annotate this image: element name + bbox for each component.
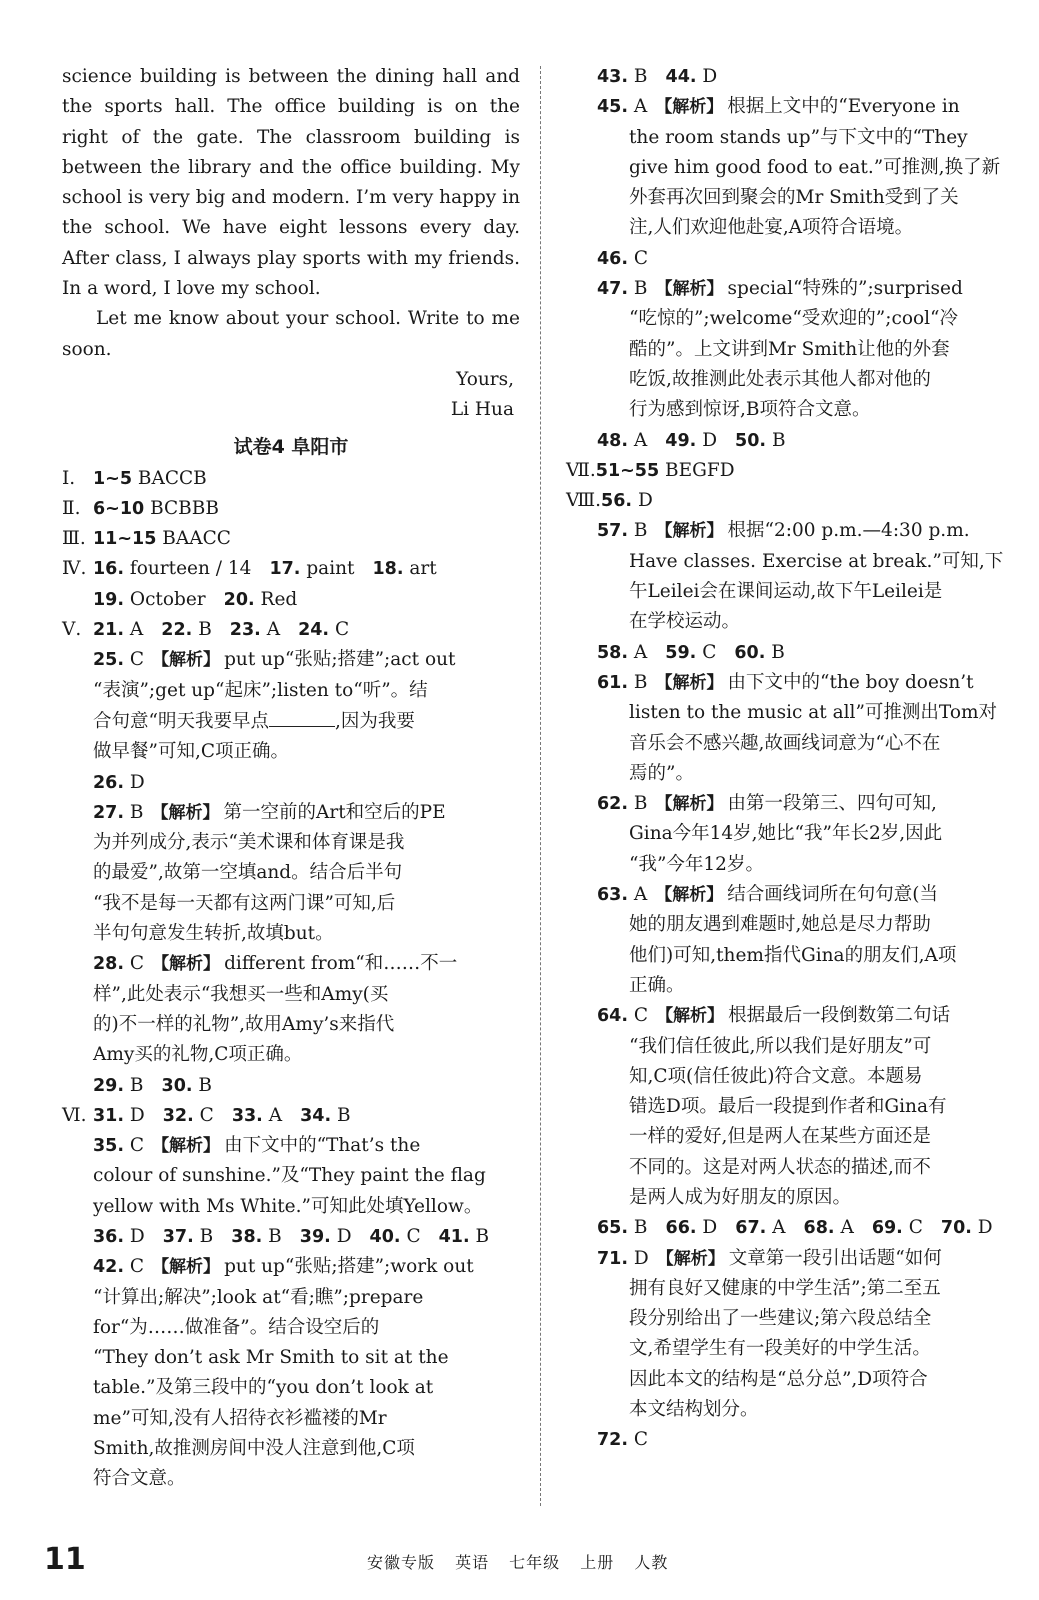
q57-line-1: 57. B 【解析】 根据“2:00 p.m.—4:30 p.m. [597,520,970,542]
q48-50-line: 48. A 49. D 50. B [597,429,786,451]
q27-line-4: “我不是每一天都有这两门课”可知,后 [93,892,396,914]
letter-paragraph-1: science building is between the dining hall and the sports hall. The office building is on the right of the gate. The classroom building is between the library and the office building. My school is very big and modern. I’m very happy in the school. We have eight lessons every day. After class, I always play sports with my friends. In a word, I love my school. [62,66,520,300]
q27-line-1: 27. B 【解析】 第一空前的Art和空后的PE [93,801,446,823]
q71-line-4: 文,希望学生有一段美好的中学生活。 [629,1338,931,1360]
page-number: 11 [44,1542,86,1577]
q57-line-4: 在学校运动。 [629,611,741,633]
answer-row-7: Ⅶ.51~55 BEGFD [566,459,735,481]
q46-line: 46. C [597,247,649,269]
q64-line-5: 一样的爱好,但是两人在某些方面还是 [629,1126,931,1148]
left-column [62,62,520,1495]
q72-line: 72. C [597,1429,649,1451]
q45-line-2: the room stands up”与下文中的“They [629,126,968,148]
footer-edition-text: 安徽专版 英语 七年级 上册 人教 [367,1553,669,1572]
letter-paragraph-2: Let me know about your school. Write to me soon. [62,308,520,360]
q29-30-line: 29. B 30. B [93,1074,213,1096]
q58-60-line: 58. A 59. C 60. B [597,641,785,663]
section-title: 试卷4 阜阳市 [233,435,349,458]
letter-signature: Li Hua [450,399,514,421]
q45-line-1: 45. A 【解析】 根据上文中的“Everyone in [597,96,960,118]
q42-line-8: 符合文意。 [93,1468,186,1490]
q35-line-1: 35. C 【解析】 由下文中的“That’s the [93,1135,421,1157]
q71-line-1: 71. D 【解析】 文章第一段引出话题“如何 [597,1247,942,1269]
q28-line-3: 的)不一样的礼物”,故用Amy’s来指代 [93,1013,395,1035]
q45-line-3: give him good food to eat.”可推测,换了新 [629,156,1001,178]
q42-line-4: “They don’t ask Mr Smith to sit at the [93,1347,449,1369]
q71-line-6: 本文结构划分。 [629,1399,759,1421]
q71-line-2: 拥有良好又健康的中学生活”;第二至五 [629,1277,941,1299]
answer-row-4b: 19. October 20. Red [93,588,298,610]
q25-line-3: 合句意“明天我要早点 ,因为我要 [62,706,520,737]
q35-line-3: yellow with Ms White.”可知此处填Yellow。 [93,1195,483,1217]
q42-line-5: table.”及第三段中的“you don’t look at [93,1377,434,1399]
q61-line-2: listen to the music at all”可推测出Tom对 [629,702,997,724]
q63-line-3: 他们)可知,them指代Gina的朋友们,A项 [629,944,957,966]
answer-row-2: Ⅱ. 6~10 BCBBB [62,497,219,519]
q27-line-3: 的最爱”,故第一空填and。结合后半句 [93,862,403,884]
q64-line-3: 知,C项(信任彼此)符合文意。本题易 [629,1065,923,1087]
answer-row-1: Ⅰ. 1~5 BACCB [62,467,207,489]
answer-row-4: Ⅳ. 16. fourteen / 14 17. paint 18. art [62,558,437,580]
q61-line-4: 焉的”。 [629,762,694,784]
right-column [566,62,1018,1456]
answer-row-8: Ⅷ.56. D [566,490,653,512]
q36-41-line: 36. D 37. B 38. B 39. D 40. C 41. B [93,1225,490,1247]
q71-line-3: 段分别给出了一些建议;第六段总结全 [629,1308,932,1330]
q63-line-1: 63. A 【解析】 结合画线词所在句句意(当 [597,884,938,906]
q71-line-5: 因此本文的结构是“总分总”,D项符合 [629,1368,928,1390]
q57-line-2: Have classes. Exercise at break.”可知,下 [629,550,1004,572]
q47-line-4: 吃饭,故推测此处表示其他人都对他的 [629,368,931,390]
answer-row-5: Ⅴ. 21. A 22. B 23. A 24. C [62,619,350,641]
q26-line: 26. D [93,771,145,793]
q25-line-4: 做早餐”可知,C项正确。 [93,741,289,763]
q62-line-2: Gina今年14岁,她比“我”年长2岁,因此 [629,823,943,845]
q27-line-5: 半句句意发生转折,故填but。 [93,923,334,945]
q45-line-5: 注,人们欢迎他赴宴,A项符合语境。 [629,217,914,239]
q42-line-7: Smith,故推测房间中没人注意到他,C项 [93,1438,415,1460]
q47-line-2: “吃惊的”;welcome“受欢迎的”;cool“冷 [629,308,958,330]
q62-line-3: “我”今年12岁。 [629,853,764,875]
q62-line-1: 62. B 【解析】 由第一段第三、四句可知, [597,793,937,815]
q47-line-1: 47. B 【解析】 special“特殊的”;surprised [597,278,963,300]
q63-line-2: 她的朋友遇到难题时,她总是尽力帮助 [629,914,931,936]
answer-block-left [62,464,520,1495]
column-divider [540,66,541,1506]
q64-line-4: 错选D项。最后一段提到作者和Gina有 [629,1096,947,1118]
answer-row-6: Ⅵ. 31. D 32. C 33. A 34. B [62,1104,351,1126]
q47-line-3: 酷的”。上文讲到Mr Smith让他的外套 [629,338,950,360]
q61-line-3: 音乐会不感兴趣,故画线词意为“心不在 [629,732,941,754]
q43-44-line: 43. B 44. D [597,66,718,87]
letter-closing: Yours, [456,368,514,390]
q28-line-4: Amy买的礼物,C项正确。 [93,1044,303,1066]
q64-line-6: 不同的。这是对两人状态的描述,而不 [629,1156,931,1178]
q25-line-2: “表演”;get up“起床”;listen to“听”。结 [93,679,428,701]
q47-line-5: 行为感到惊讶,B项符合文意。 [629,399,871,421]
q64-line-7: 是两人成为好朋友的原因。 [629,1186,852,1208]
q65-70-line: 65. B 66. D 67. A 68. A 69. C 70. D [597,1217,993,1239]
answer-row-3: Ⅲ. 11~15 BAACC [62,528,231,550]
q57-line-3: 午Leilei会在课间运动,故下午Leilei是 [629,581,943,603]
page-footer [0,1542,1039,1582]
q63-line-4: 正确。 [629,974,685,996]
q28-line-2: 样”,此处表示“我想买一些和Amy(买 [93,983,389,1005]
q42-line-6: me”可知,没有人招待衣衫褴褛的Mr [93,1407,387,1429]
fill-blank [269,706,335,727]
q45-line-4: 外套再次回到聚会的Mr Smith受到了关 [629,187,959,209]
q42-line-3: for“为……做准备”。结合设空后的 [93,1316,380,1338]
q64-line-2: “我们信任彼此,所以我们是好朋友”可 [629,1035,932,1057]
q27-line-2: 为并列成分,表示“美术课和体育课是我 [93,832,405,854]
answer-block-right [566,62,1018,1456]
q35-line-2: colour of sunshine.”及“They paint the flag [93,1165,486,1187]
q42-line-2: “计算出;解决”;look at“看;瞧”;prepare [93,1286,424,1308]
q61-line-1: 61. B 【解析】 由下文中的“the boy doesn’t [597,671,974,693]
q25-line-1: 25. C 【解析】 put up“张贴;搭建”;act out [93,649,456,671]
q28-line-1: 28. C 【解析】 different from“和……不一 [93,953,458,975]
q64-line-1: 64. C 【解析】 根据最后一段倒数第二句话 [597,1005,951,1027]
q42-line-1: 42. C 【解析】 put up“张贴;搭建”;work out [93,1256,474,1278]
